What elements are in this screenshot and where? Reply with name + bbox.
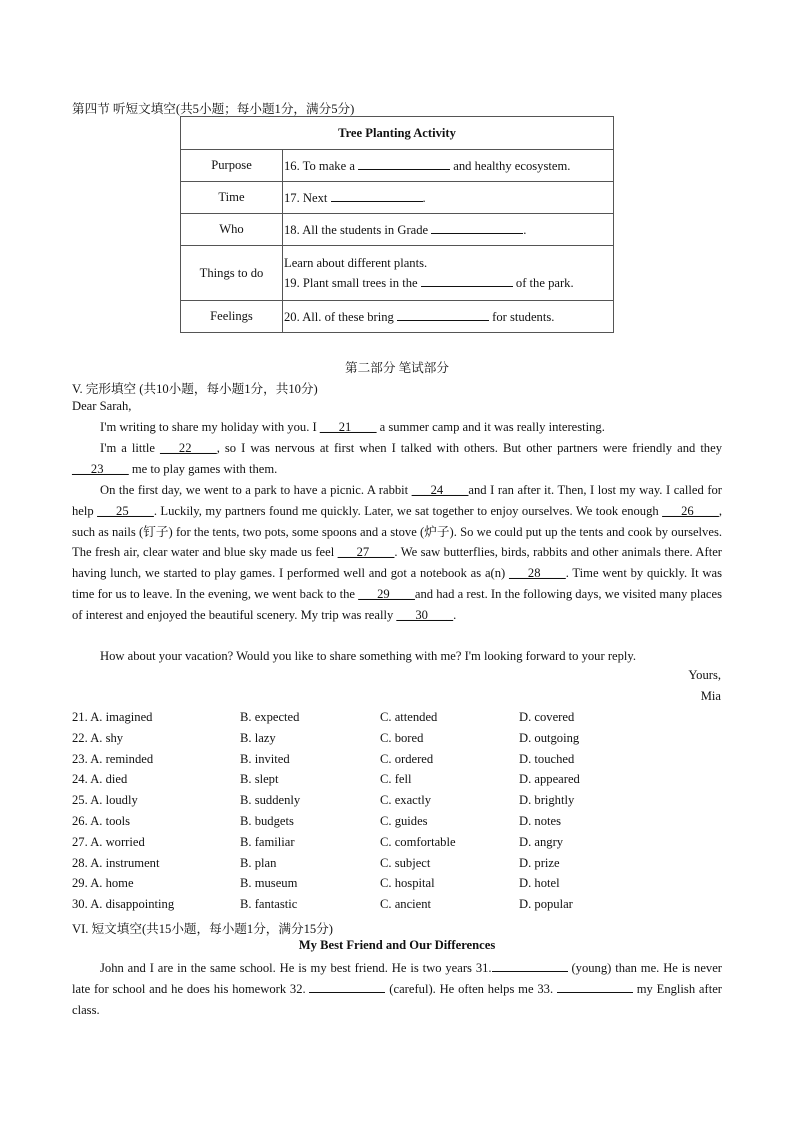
row-value: 18. All the students in Grade .	[283, 214, 614, 246]
section6-title: VI. 短文填空(共15小题，每小题1分，满分15分)	[72, 922, 333, 936]
passage-title: My Best Friend and Our Differences	[298, 938, 496, 952]
row-value: 17. Next .	[283, 182, 614, 214]
question-option[interactable]: D. appeared	[519, 772, 580, 787]
question-option[interactable]: B. lazy	[240, 730, 276, 745]
section5-title: V. 完形填空 (共10小题，每小题1分，共10分)	[72, 382, 318, 396]
question-option[interactable]: C. subject	[380, 855, 431, 870]
question-option[interactable]: D. hotel	[519, 876, 560, 891]
question-option-a[interactable]: 29. A. home	[72, 876, 134, 891]
question-option[interactable]: D. notes	[519, 814, 561, 828]
letter-signature: Mia	[700, 689, 721, 703]
question-option[interactable]: D. touched	[519, 751, 575, 766]
section4-title: 第四节 听短文填空(共5小题；每小题1分，满分5分)	[72, 102, 355, 116]
question-option[interactable]: B. slept	[240, 772, 279, 787]
table-row	[181, 150, 614, 182]
question-option-a[interactable]: 24. A. died	[72, 772, 128, 787]
letter-paragraph-4: How about your vacation? Would you like to share something with me? I'm looking forward to your reply.	[100, 649, 637, 663]
question-option[interactable]: C. ordered	[380, 751, 434, 766]
row-label: Time	[181, 182, 283, 214]
question-option[interactable]: C. bored	[380, 730, 424, 745]
question-option[interactable]: D. angry	[519, 834, 564, 849]
question-option-a[interactable]: 27. A. worried	[72, 834, 145, 849]
question-option[interactable]: B. museum	[240, 876, 298, 891]
answer-blank-31[interactable]	[492, 959, 568, 972]
question-option-a[interactable]: 23. A. reminded	[72, 751, 154, 766]
table-row	[181, 246, 614, 301]
part2-title: 第二部分 笔试部分	[345, 361, 449, 375]
question-option[interactable]: C. comfortable	[380, 834, 456, 849]
question-option-a[interactable]: 21. A. imagined	[72, 710, 153, 724]
row-label: Purpose	[181, 150, 283, 182]
letter-paragraph-3: On the first day, we went to a park to have a picnic. A rabbit ___24____and I ran after it. Then, I lost my way. I called for help ___25____. Luckily, my partners found me quickly. Later, we sat together to enjoy ourselves. We took enough ___26____, such as nails (钉子) for the tents, two pots, some spoons and a stove (炉子). So we could put up the tents and cook by ourselves. The fresh air, clear water and blue sky made us feel ___27____. We saw butterflies, birds, rabbits and other animals there. After having lunch, we started to play games. I performed well and got a notebook as a(n) ___28____. Time went by quickly. It was time for us to leave. In the evening, we went back to the ___29____and had a rest. In the following days, we visited many places of interest and enjoyed the beautiful scenery. My trip was really ___30____.	[72, 483, 723, 622]
question-option[interactable]: C. guides	[380, 814, 428, 828]
question-option-a[interactable]: 26. A. tools	[72, 814, 131, 828]
table-row	[181, 301, 614, 333]
question-option[interactable]: B. invited	[240, 751, 290, 766]
row-label: Who	[181, 214, 283, 246]
question-option-a[interactable]: 30. A. disappointing	[72, 897, 175, 912]
question-option-a[interactable]: 28. A. instrument	[72, 855, 160, 870]
answer-blank-17[interactable]	[331, 189, 423, 202]
answer-blank-16[interactable]	[358, 157, 450, 170]
question-option[interactable]: C. ancient	[380, 897, 432, 912]
question-option[interactable]: B. suddenly	[240, 793, 301, 808]
question-option[interactable]: B. fantastic	[240, 897, 298, 912]
letter-paragraph-1: I'm writing to share my holiday with you. I ___21____ a summer camp and it was really interesting.	[100, 420, 605, 434]
question-option[interactable]: B. expected	[240, 710, 300, 724]
answer-blank-19[interactable]	[421, 274, 513, 287]
question-option-a[interactable]: 22. A. shy	[72, 730, 124, 745]
table-title: Tree Planting Activity	[181, 117, 614, 150]
question-option[interactable]: D. popular	[519, 897, 573, 912]
table-row	[181, 214, 614, 246]
row-label: Feelings	[181, 301, 283, 333]
question-option[interactable]: D. prize	[519, 855, 560, 870]
letter-closing: Yours,	[688, 668, 721, 682]
question-option[interactable]: B. plan	[240, 855, 277, 870]
letter-greeting: Dear Sarah,	[72, 399, 132, 413]
answer-blank-33[interactable]	[557, 980, 633, 993]
question-option[interactable]: D. outgoing	[519, 730, 580, 745]
letter-paragraph-2: I'm a little ___22____, so I was nervous at first when I talked with others. But other partners were friendly and they ___23____ me to play games with them.	[72, 441, 722, 476]
question-option[interactable]: C. hospital	[380, 876, 435, 891]
tree-planting-table	[180, 116, 614, 333]
question-option[interactable]: D. brightly	[519, 793, 575, 808]
passage-paragraph: John and I are in the same school. He is my best friend. He is two years 31. (young) than me. He is never late for school and he does his homework 32. (careful). He often helps me 33. my English after class.	[72, 961, 723, 1017]
answer-blank-32[interactable]	[309, 980, 385, 993]
row-value: Learn about different plants. 19. Plant small trees in the of the park.	[283, 246, 614, 301]
question-option[interactable]: B. budgets	[240, 814, 294, 828]
row-label: Things to do	[181, 246, 283, 301]
answer-blank-18[interactable]	[431, 221, 523, 234]
row-value: 20. All. of these bring for students.	[283, 301, 614, 333]
question-option[interactable]: C. fell	[380, 772, 412, 787]
table-row	[181, 182, 614, 214]
question-option-a[interactable]: 25. A. loudly	[72, 793, 138, 808]
question-option[interactable]: C. exactly	[380, 793, 432, 808]
row-value: 16. To make a and healthy ecosystem.	[283, 150, 614, 182]
question-option[interactable]: D. covered	[519, 710, 575, 724]
question-option[interactable]: C. attended	[380, 710, 438, 724]
question-option[interactable]: B. familiar	[240, 834, 295, 849]
answer-blank-20[interactable]	[397, 308, 489, 321]
